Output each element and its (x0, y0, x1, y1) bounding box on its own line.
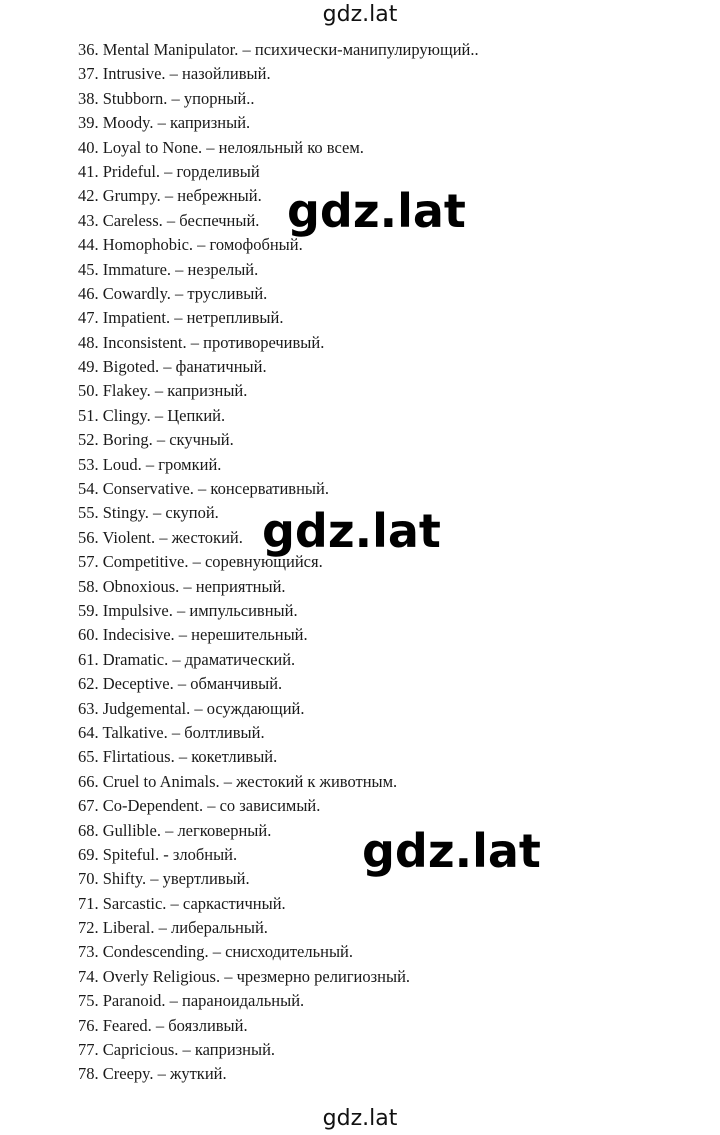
list-item: 38. Stubborn. – упорный.. (78, 88, 255, 108)
list-item: 59. Impulsive. – импульсивный. (78, 600, 298, 620)
list-item: 52. Boring. – скучный. (78, 430, 234, 450)
list-item: 51. Clingy. – Цепкий. (78, 405, 226, 425)
list-item: 69. Spiteful. - злобный. (78, 844, 238, 864)
list-item: 64. Talkative. – болтливый. (78, 722, 265, 742)
list-item: 37. Intrusive. – назойливый. (78, 64, 271, 84)
list-item: 47. Impatient. – нетрепливый. (78, 308, 284, 328)
list-item: 76. Feared. – боязливый. (78, 1015, 248, 1035)
list-item: 66. Cruel to Animals. – жестокий к животным. (78, 771, 398, 791)
list-item: 40. Loyal to None. – нелояльный ко всем. (78, 137, 364, 157)
list-item: 77. Capricious. – капризный. (78, 1040, 276, 1060)
list-item: 75. Paranoid. – параноидальный. (78, 991, 305, 1011)
list-item: 41. Prideful. – горделивый (78, 161, 260, 181)
list-item: 65. Flirtatious. – кокетливый. (78, 747, 278, 767)
list-item: 63. Judgemental. – осуждающий. (78, 698, 305, 718)
list-item: 71. Sarcastic. – саркастичный. (78, 893, 286, 913)
list-item: 36. Mental Manipulator. – психически-манипулирующий.. (78, 40, 479, 59)
list-item: 70. Shifty. – увертливый. (78, 869, 250, 889)
watermark: gdz.lat (362, 824, 541, 878)
list-item: 42. Grumpy. – небрежный. (78, 186, 262, 206)
list-item: 56. Violent. – жестокий. (78, 527, 243, 547)
list-item: 78. Creepy. – жуткий. (78, 1064, 227, 1084)
list-item: 58. Obnoxious. – неприятный. (78, 576, 286, 596)
list-item: 43. Careless. – беспечный. (78, 210, 260, 230)
list-item: 45. Immature. – незрелый. (78, 259, 259, 279)
list-item: 61. Dramatic. – драматический. (78, 649, 296, 669)
list-item: 62. Deceptive. – обманчивый. (78, 674, 283, 694)
list-item: 55. Stingy. – скупой. (78, 503, 219, 523)
list-item: 73. Condescending. – снисходительный. (78, 942, 353, 962)
list-item: 67. Co-Dependent. – со зависимый. (78, 796, 321, 816)
list-item: 46. Cowardly. – трусливый. (78, 283, 268, 303)
list-item: 49. Bigoted. – фанатичный. (78, 357, 267, 377)
list-item: 53. Loud. – громкий. (78, 454, 222, 474)
list-item: 57. Competitive. – соревнующийся. (78, 552, 323, 572)
list-item: 60. Indecisive. – нерешительный. (78, 625, 308, 645)
list-item: 50. Flakey. – капризный. (78, 381, 248, 401)
watermark: gdz.lat (287, 184, 466, 238)
list-item: 74. Overly Religious. – чрезмерно религиозный. (78, 966, 411, 986)
list-item: 44. Homophobic. – гомофобный. (78, 235, 303, 255)
list-item: 54. Conservative. – консервативный. (78, 479, 329, 499)
list-item: 39. Moody. – капризный. (78, 113, 251, 133)
watermark: gdz.lat (262, 504, 441, 558)
page-header-site: gdz.lat (322, 2, 398, 27)
page-footer-site: gdz.lat (322, 1106, 398, 1131)
list-item: 72. Liberal. – либеральный. (78, 918, 268, 938)
list-item: 68. Gullible. – легковерный. (78, 820, 272, 840)
list-item: 48. Inconsistent. – противоречивый. (78, 332, 325, 352)
